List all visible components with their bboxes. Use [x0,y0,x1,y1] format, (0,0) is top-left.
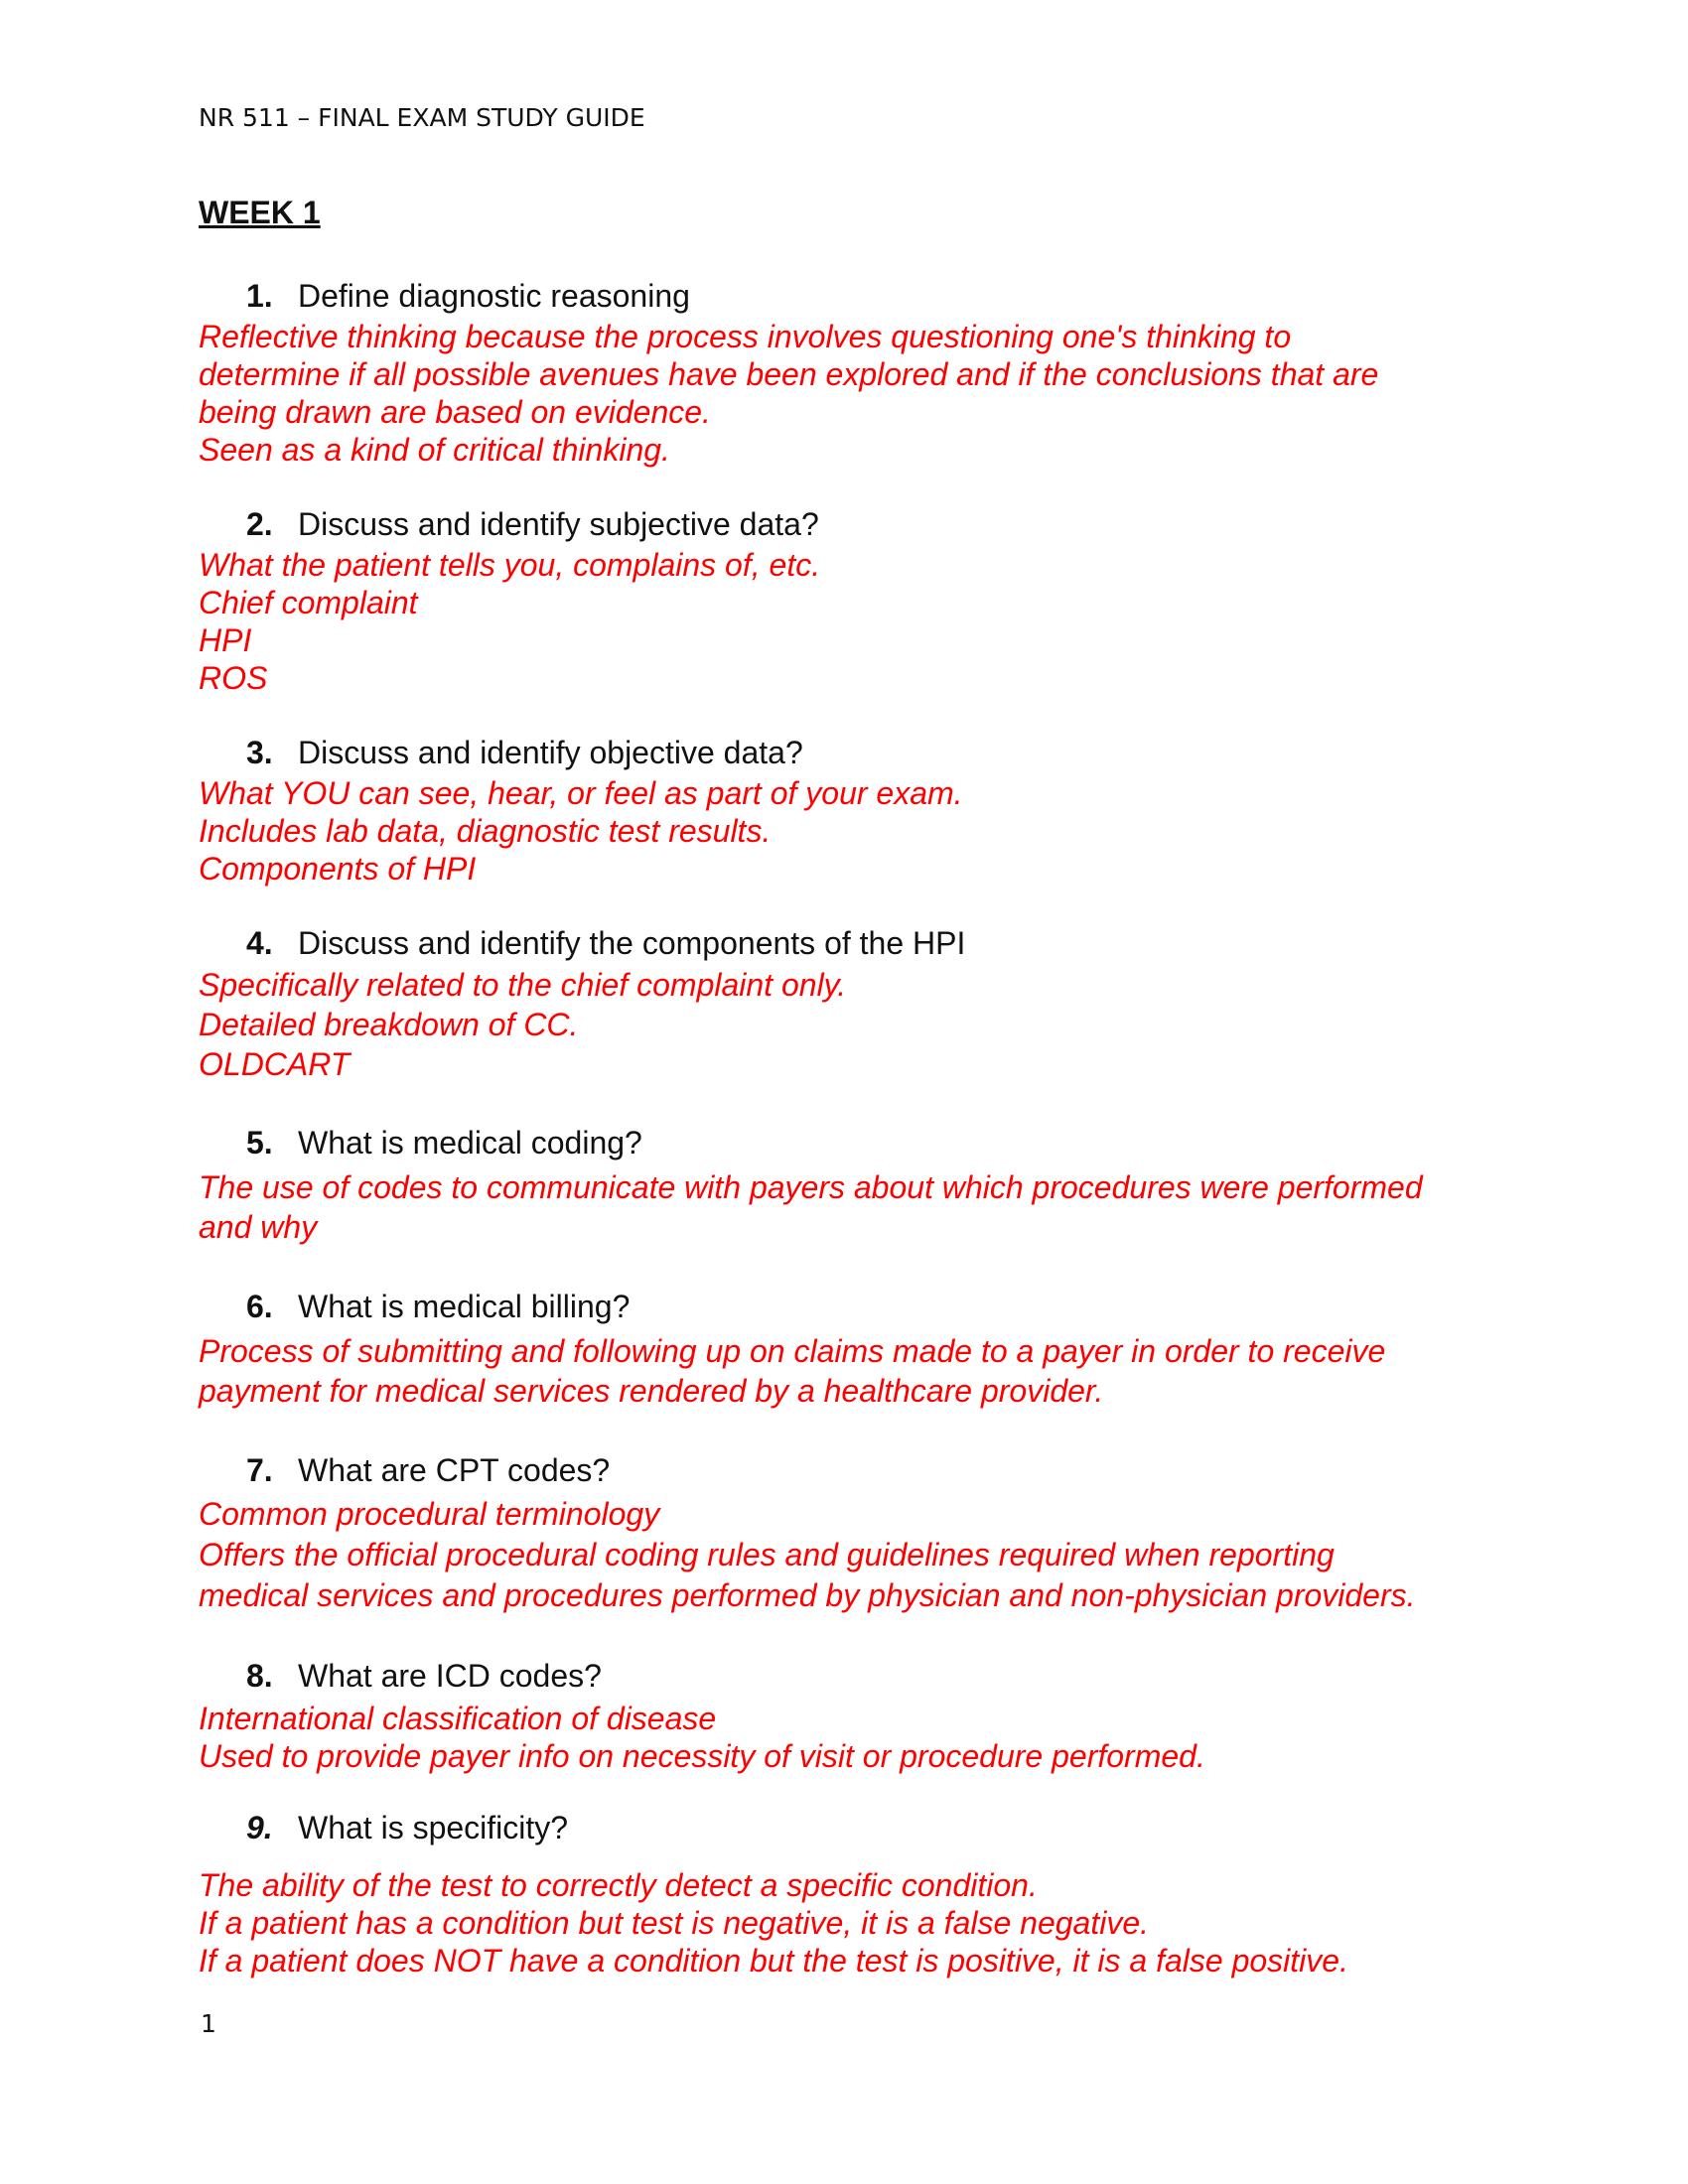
question-8 [246,1658,602,1695]
answer-line: Process of submitting and following up on claims made to a payer in order to receive [199,1333,1386,1369]
answer-4 [199,965,1509,1084]
answer-line: The ability of the test to correctly detect a specific condition. [199,1867,1038,1903]
answer-line: and why [199,1209,318,1245]
answer-7 [199,1494,1509,1616]
answer-2 [199,546,1509,697]
question-number: 7. [246,1452,273,1488]
question-2 [246,506,819,543]
answer-line: Components of HPI [199,851,477,887]
question-number: 5. [246,1125,273,1160]
question-text: What is specificity? [298,1810,569,1845]
answer-line: Specifically related to the chief complaint only. [199,967,847,1003]
answer-line: Used to provide payer info on necessity of visit or procedure performed. [199,1738,1205,1774]
question-number: 8. [246,1658,273,1694]
answer-5 [199,1167,1509,1247]
question-number: 4. [246,925,273,961]
answer-3 [199,774,1509,887]
question-text: What are CPT codes? [298,1452,611,1488]
question-number: 1. [246,278,273,314]
answer-line: Common procedural terminology [199,1496,660,1532]
answer-9 [199,1866,1509,1979]
question-9 [246,1810,568,1846]
question-6 [246,1289,630,1325]
answer-line: determine if all possible avenues have been explored and if the conclusions that are [199,356,1379,392]
question-number: 6. [246,1289,273,1324]
question-4 [246,925,965,962]
question-1 [246,278,690,315]
answer-line: The use of codes to communicate with payers about which procedures were performed [199,1169,1423,1205]
answer-line: What YOU can see, hear, or feel as part of your exam. [199,775,963,811]
question-text: What are ICD codes? [298,1658,602,1694]
question-text: Discuss and identify objective data? [298,735,803,770]
answer-1 [199,318,1509,469]
answer-line: being drawn are based on evidence. [199,394,711,430]
page-header: NR 511 – FINAL EXAM STUDY GUIDE [199,103,645,132]
answer-line: ROS [199,660,268,696]
answer-6 [199,1331,1509,1411]
question-3 [246,735,803,771]
question-7 [246,1452,610,1489]
question-number: 2. [246,506,273,542]
answer-line: Seen as a kind of critical thinking. [199,432,670,468]
answer-line: HPI [199,622,252,658]
answer-line: payment for medical services rendered by a healthcare provider. [199,1373,1104,1409]
answer-line: Includes lab data, diagnostic test results. [199,813,772,849]
question-5 [246,1125,642,1161]
question-text: What is medical billing? [298,1289,631,1324]
question-text: Discuss and identify subjective data? [298,506,819,542]
question-text: Define diagnostic reasoning [298,278,690,314]
question-number: 3. [246,735,273,770]
answer-line: Offers the official procedural coding rules and guidelines required when reporting [199,1537,1335,1572]
answer-line: Detailed breakdown of CC. [199,1007,579,1042]
answer-line: OLDCART [199,1046,351,1082]
answer-line: What the patient tells you, complains of, etc. [199,547,821,583]
answer-line: Chief complaint [199,585,418,620]
answer-line: If a patient does NOT have a condition but the test is positive, it is a false positive. [199,1943,1348,1979]
question-text: What is medical coding? [298,1125,642,1160]
answer-line: If a patient has a condition but test is negative, it is a false negative. [199,1905,1150,1941]
answer-line: medical services and procedures performed by physician and non-physician providers. [199,1577,1416,1613]
answer-line: Reflective thinking because the process involves questioning one's thinking to [199,319,1292,354]
question-number: 9. [246,1810,273,1845]
answer-line: International classification of disease [199,1701,717,1736]
section-heading: WEEK 1 [199,195,321,230]
question-text: Discuss and identify the components of the HPI [298,925,966,961]
answer-8 [199,1700,1509,1775]
page-number: 1 [201,2009,216,2038]
